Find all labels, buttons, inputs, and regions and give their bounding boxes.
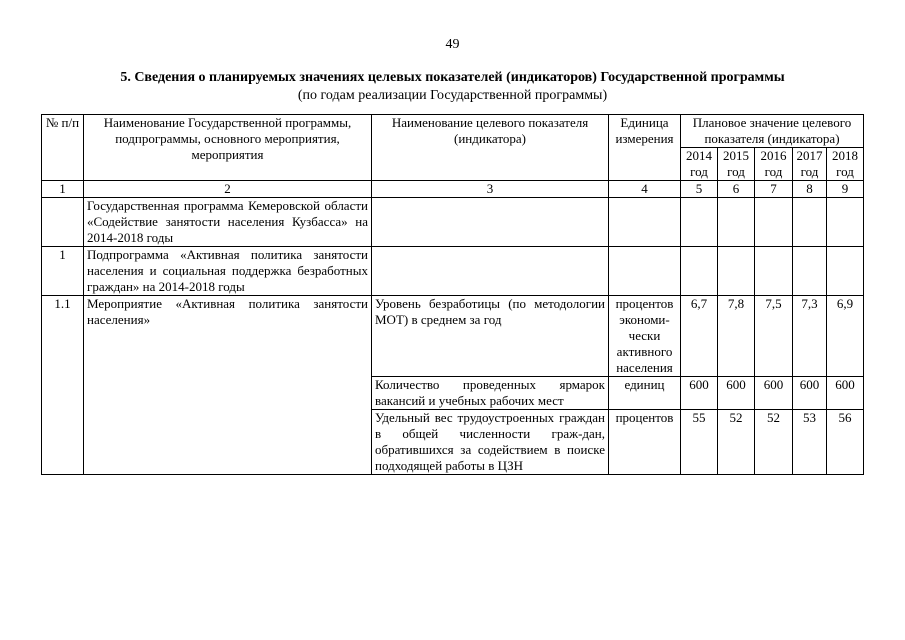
subprogram-name: Подпрограмма «Активная политика занятости населения и социальная поддержка безработных граждан» на 2014-2018 годы: [84, 247, 372, 296]
column-number: 1: [42, 181, 84, 198]
value-2015: 600: [718, 377, 755, 410]
column-number: 4: [609, 181, 681, 198]
header-unit: Единица измерения: [609, 115, 681, 181]
value-2014: 600: [681, 377, 718, 410]
header-year: 2018 год: [827, 148, 864, 181]
column-number: 8: [793, 181, 827, 198]
header-year: 2015 год: [718, 148, 755, 181]
value-2014: 6,7: [681, 296, 718, 377]
value-2016: 600: [755, 377, 793, 410]
value-2018: 6,9: [827, 296, 864, 377]
table-row-indicator: [42, 296, 864, 377]
value-2016: 52: [755, 410, 793, 475]
indicator-name: Удельный вес трудоустроенных граждан в общей численности граж-дан, обратившихся за содействием в поиске подходящей работы в ЦЗН: [372, 410, 609, 475]
value-2015: 7,8: [718, 296, 755, 377]
header-year: 2017 год: [793, 148, 827, 181]
value-2017: 600: [793, 377, 827, 410]
header-year: 2016 год: [755, 148, 793, 181]
row-number: 1: [42, 247, 84, 296]
indicator-name: Количество проведенных ярмарок вакансий и учебных рабочих мест: [372, 377, 609, 410]
indicator-name: Уровень безработицы (по методологии МОТ) в среднем за год: [372, 296, 609, 377]
page-number: 49: [445, 37, 460, 52]
header-row: [42, 115, 864, 148]
activity-name: Мероприятие «Активная политика занятости населения»: [84, 296, 372, 475]
value-2014: 55: [681, 410, 718, 475]
column-number: 2: [84, 181, 372, 198]
row-number: [42, 198, 84, 247]
value-2018: 600: [827, 377, 864, 410]
program-name: Государственная программа Кемеровской области «Содействие занятости населения Кузбасса» на 2014-2018 годы: [84, 198, 372, 247]
header-program-name: Наименование Государственной программы, подпрограммы, основного мероприятия, мероприятия: [84, 115, 372, 181]
row-number: 1.1: [42, 296, 84, 475]
indicator-unit: процентов: [609, 410, 681, 475]
document-subtitle: (по годам реализации Государственной программы): [297, 88, 608, 103]
column-number: 9: [827, 181, 864, 198]
indicator-unit: процентов экономи-чески активного населения: [609, 296, 681, 377]
document-title: 5. Сведения о планируемых значениях целевых показателей (индикаторов) Государственной программы: [120, 70, 785, 85]
value-2016: 7,5: [755, 296, 793, 377]
column-number: 6: [718, 181, 755, 198]
table-row-program: [42, 198, 864, 247]
column-number: 5: [681, 181, 718, 198]
column-number: 3: [372, 181, 609, 198]
indicators-table: [41, 114, 864, 475]
value-2015: 52: [718, 410, 755, 475]
value-2018: 56: [827, 410, 864, 475]
column-numbers-row: [42, 181, 864, 198]
value-2017: 7,3: [793, 296, 827, 377]
header-year: 2014 год: [681, 148, 718, 181]
header-indicator-name: Наименование целевого показателя (индикатора): [372, 115, 609, 181]
value-2017: 53: [793, 410, 827, 475]
header-plan: Плановое значение целевого показателя (индикатора): [681, 115, 864, 148]
indicator-unit: единиц: [609, 377, 681, 410]
column-number: 7: [755, 181, 793, 198]
table-row-subprogram: [42, 247, 864, 296]
header-num: № п/п: [42, 115, 84, 181]
